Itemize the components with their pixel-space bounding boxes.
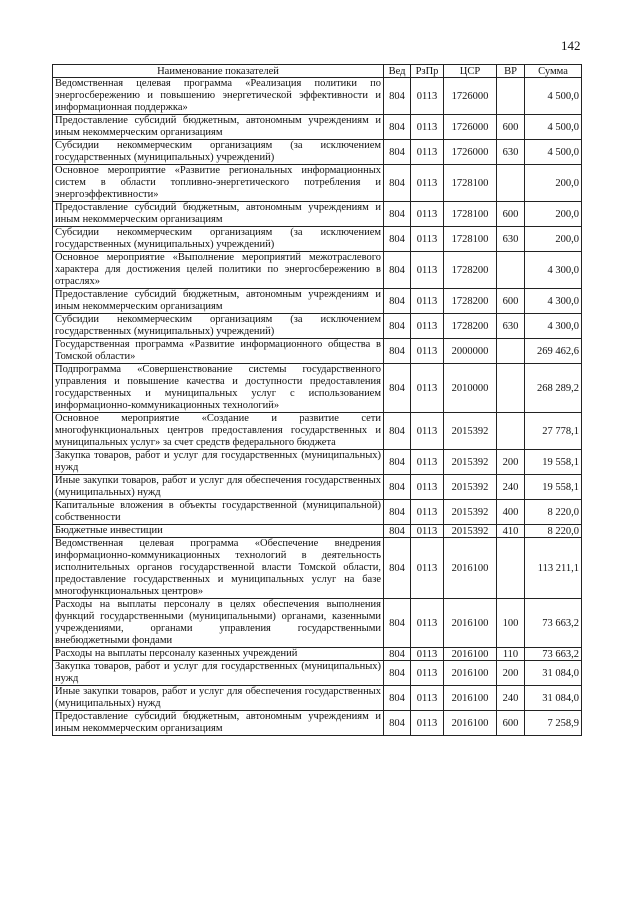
cell-csr: 2000000 [444, 339, 497, 364]
cell-rzpr: 0113 [411, 525, 444, 538]
cell-ved: 804 [384, 413, 411, 450]
cell-name: Государственная программа «Развитие информационного общества в Томской области» [53, 339, 384, 364]
table-row [53, 413, 582, 450]
cell-csr: 2015392 [444, 475, 497, 500]
table-row [53, 475, 582, 500]
cell-rzpr: 0113 [411, 289, 444, 314]
cell-ved: 804 [384, 115, 411, 140]
cell-name: Субсидии некоммерческим организациям (за исключением государственных (муниципальных) учреждений) [53, 314, 384, 339]
cell-name: Основное мероприятие «Выполнение мероприятий межотраслевого характера для достижения целей политики по энергосбережению в отраслях» [53, 252, 384, 289]
cell-sum: 4 500,0 [525, 78, 582, 115]
cell-vr: 240 [497, 475, 525, 500]
cell-name: Предоставление субсидий бюджетным, автономным учреждениям и иным некоммерческим организациям [53, 289, 384, 314]
cell-sum: 8 220,0 [525, 525, 582, 538]
cell-ved: 804 [384, 165, 411, 202]
cell-vr: 400 [497, 500, 525, 525]
table-row [53, 711, 582, 736]
cell-ved: 804 [384, 538, 411, 599]
table-row [53, 289, 582, 314]
cell-vr [497, 538, 525, 599]
cell-csr: 1726000 [444, 115, 497, 140]
cell-sum: 4 300,0 [525, 252, 582, 289]
cell-vr: 600 [497, 289, 525, 314]
cell-csr: 1728200 [444, 252, 497, 289]
cell-vr: 630 [497, 140, 525, 165]
cell-vr: 600 [497, 115, 525, 140]
cell-sum: 4 500,0 [525, 115, 582, 140]
cell-sum: 19 558,1 [525, 450, 582, 475]
table-row [53, 314, 582, 339]
cell-rzpr: 0113 [411, 339, 444, 364]
table-row [53, 202, 582, 227]
cell-vr: 600 [497, 711, 525, 736]
cell-ved: 804 [384, 648, 411, 661]
cell-name: Субсидии некоммерческим организациям (за исключением государственных (муниципальных) учреждений) [53, 140, 384, 165]
cell-vr [497, 78, 525, 115]
cell-ved: 804 [384, 686, 411, 711]
table-body [53, 78, 582, 736]
cell-rzpr: 0113 [411, 227, 444, 252]
cell-csr: 1728200 [444, 314, 497, 339]
cell-sum: 4 300,0 [525, 314, 582, 339]
cell-sum: 268 289,2 [525, 364, 582, 413]
cell-vr: 410 [497, 525, 525, 538]
table-row [53, 686, 582, 711]
header-csr: ЦСР [444, 65, 497, 78]
cell-ved: 804 [384, 78, 411, 115]
cell-rzpr: 0113 [411, 165, 444, 202]
cell-ved: 804 [384, 140, 411, 165]
cell-sum: 31 084,0 [525, 661, 582, 686]
cell-sum: 200,0 [525, 165, 582, 202]
cell-sum: 4 300,0 [525, 289, 582, 314]
table-row [53, 115, 582, 140]
cell-csr: 1726000 [444, 78, 497, 115]
table-row [53, 538, 582, 599]
cell-rzpr: 0113 [411, 661, 444, 686]
table-row [53, 78, 582, 115]
cell-name: Основное мероприятие «Развитие региональных информационных систем в области топливно-энергетического потребления и энергоэффективности» [53, 165, 384, 202]
cell-csr: 2016100 [444, 686, 497, 711]
header-name: Наименование показателей [53, 65, 384, 78]
cell-sum: 31 084,0 [525, 686, 582, 711]
cell-rzpr: 0113 [411, 78, 444, 115]
cell-ved: 804 [384, 252, 411, 289]
cell-csr: 1726000 [444, 140, 497, 165]
cell-rzpr: 0113 [411, 711, 444, 736]
cell-sum: 113 211,1 [525, 538, 582, 599]
cell-vr: 240 [497, 686, 525, 711]
cell-name: Основное мероприятие «Создание и развитие сети многофункциональных центров предоставления государственных и муниципальных услуг» за счет средств федерального бюджета [53, 413, 384, 450]
cell-csr: 2016100 [444, 661, 497, 686]
cell-sum: 200,0 [525, 227, 582, 252]
cell-name: Ведомственная целевая программа «Реализация политики по энергосбережению и повышению энергетической эффективности и информационная поддержка» [53, 78, 384, 115]
cell-sum: 8 220,0 [525, 500, 582, 525]
cell-rzpr: 0113 [411, 450, 444, 475]
cell-name: Подпрограмма «Совершенствование системы государственного управления и повышение качества и доступности предоставления государственных и муниципальных услуг с использованием информационно-коммуникационных технологий» [53, 364, 384, 413]
cell-rzpr: 0113 [411, 686, 444, 711]
cell-ved: 804 [384, 314, 411, 339]
cell-ved: 804 [384, 227, 411, 252]
cell-ved: 804 [384, 339, 411, 364]
cell-csr: 2016100 [444, 711, 497, 736]
cell-ved: 804 [384, 661, 411, 686]
cell-sum: 7 258,9 [525, 711, 582, 736]
cell-vr [497, 413, 525, 450]
cell-rzpr: 0113 [411, 364, 444, 413]
cell-csr: 2016100 [444, 538, 497, 599]
cell-rzpr: 0113 [411, 538, 444, 599]
cell-vr: 630 [497, 227, 525, 252]
cell-sum: 19 558,1 [525, 475, 582, 500]
header-vr: ВР [497, 65, 525, 78]
cell-vr [497, 339, 525, 364]
cell-rzpr: 0113 [411, 140, 444, 165]
table-row [53, 339, 582, 364]
cell-sum: 4 500,0 [525, 140, 582, 165]
cell-vr: 600 [497, 202, 525, 227]
cell-csr: 1728100 [444, 202, 497, 227]
cell-sum: 73 663,2 [525, 648, 582, 661]
cell-name: Предоставление субсидий бюджетным, автономным учреждениям и иным некоммерческим организациям [53, 711, 384, 736]
cell-ved: 804 [384, 500, 411, 525]
table-row [53, 227, 582, 252]
cell-csr: 2016100 [444, 599, 497, 648]
cell-sum: 73 663,2 [525, 599, 582, 648]
cell-csr: 1728200 [444, 289, 497, 314]
cell-name: Закупка товаров, работ и услуг для государственных (муниципальных) нужд [53, 661, 384, 686]
cell-vr [497, 165, 525, 202]
cell-name: Расходы на выплаты персоналу казенных учреждений [53, 648, 384, 661]
cell-ved: 804 [384, 364, 411, 413]
header-sum: Сумма [525, 65, 582, 78]
cell-name: Ведомственная целевая программа «Обеспечение внедрения информационно-коммуникационных технологий в деятельность исполнительных органов государственной власти Томской области, предоставление государственных и муниципальных услуг на базе многофункциональных центров» [53, 538, 384, 599]
cell-rzpr: 0113 [411, 599, 444, 648]
cell-sum: 269 462,6 [525, 339, 582, 364]
cell-sum: 200,0 [525, 202, 582, 227]
cell-rzpr: 0113 [411, 115, 444, 140]
cell-ved: 804 [384, 202, 411, 227]
cell-name: Капитальные вложения в объекты государственной (муниципальной) собственности [53, 500, 384, 525]
cell-vr: 110 [497, 648, 525, 661]
cell-vr: 100 [497, 599, 525, 648]
cell-vr [497, 364, 525, 413]
cell-ved: 804 [384, 475, 411, 500]
cell-rzpr: 0113 [411, 202, 444, 227]
cell-vr: 200 [497, 661, 525, 686]
cell-ved: 804 [384, 599, 411, 648]
cell-csr: 2016100 [444, 648, 497, 661]
cell-csr: 2015392 [444, 500, 497, 525]
table-row [53, 648, 582, 661]
cell-csr: 1728100 [444, 227, 497, 252]
budget-table [52, 64, 582, 736]
cell-csr: 2015392 [444, 450, 497, 475]
page-number: 142 [561, 38, 581, 53]
table-row [53, 140, 582, 165]
cell-vr: 200 [497, 450, 525, 475]
cell-csr: 1728100 [444, 165, 497, 202]
cell-ved: 804 [384, 711, 411, 736]
table-row [53, 364, 582, 413]
cell-ved: 804 [384, 525, 411, 538]
cell-vr [497, 252, 525, 289]
table-row [53, 661, 582, 686]
cell-vr: 630 [497, 314, 525, 339]
table-row [53, 500, 582, 525]
cell-name: Предоставление субсидий бюджетным, автономным учреждениям и иным некоммерческим организациям [53, 202, 384, 227]
table-row [53, 450, 582, 475]
cell-name: Бюджетные инвестиции [53, 525, 384, 538]
cell-name: Иные закупки товаров, работ и услуг для обеспечения государственных (муниципальных) нужд [53, 686, 384, 711]
table-row [53, 525, 582, 538]
cell-rzpr: 0113 [411, 413, 444, 450]
cell-csr: 2015392 [444, 413, 497, 450]
cell-name: Расходы на выплаты персоналу в целях обеспечения выполнения функций государственными (муниципальными) органами, казенными учреждениями, органами управления государственными внебюджетными фондами [53, 599, 384, 648]
cell-rzpr: 0113 [411, 475, 444, 500]
header-rzpr: РзПр [411, 65, 444, 78]
cell-name: Предоставление субсидий бюджетным, автономным учреждениям и иным некоммерческим организациям [53, 115, 384, 140]
cell-name: Субсидии некоммерческим организациям (за исключением государственных (муниципальных) учреждений) [53, 227, 384, 252]
cell-ved: 804 [384, 450, 411, 475]
cell-csr: 2015392 [444, 525, 497, 538]
cell-rzpr: 0113 [411, 252, 444, 289]
cell-rzpr: 0113 [411, 648, 444, 661]
cell-name: Иные закупки товаров, работ и услуг для обеспечения государственных (муниципальных) нужд [53, 475, 384, 500]
table-row [53, 599, 582, 648]
cell-rzpr: 0113 [411, 500, 444, 525]
table-row [53, 252, 582, 289]
cell-name: Закупка товаров, работ и услуг для государственных (муниципальных) нужд [53, 450, 384, 475]
cell-ved: 804 [384, 289, 411, 314]
table-row [53, 165, 582, 202]
table-header-row [53, 65, 582, 78]
cell-sum: 27 778,1 [525, 413, 582, 450]
cell-csr: 2010000 [444, 364, 497, 413]
cell-rzpr: 0113 [411, 314, 444, 339]
header-ved: Вед [384, 65, 411, 78]
